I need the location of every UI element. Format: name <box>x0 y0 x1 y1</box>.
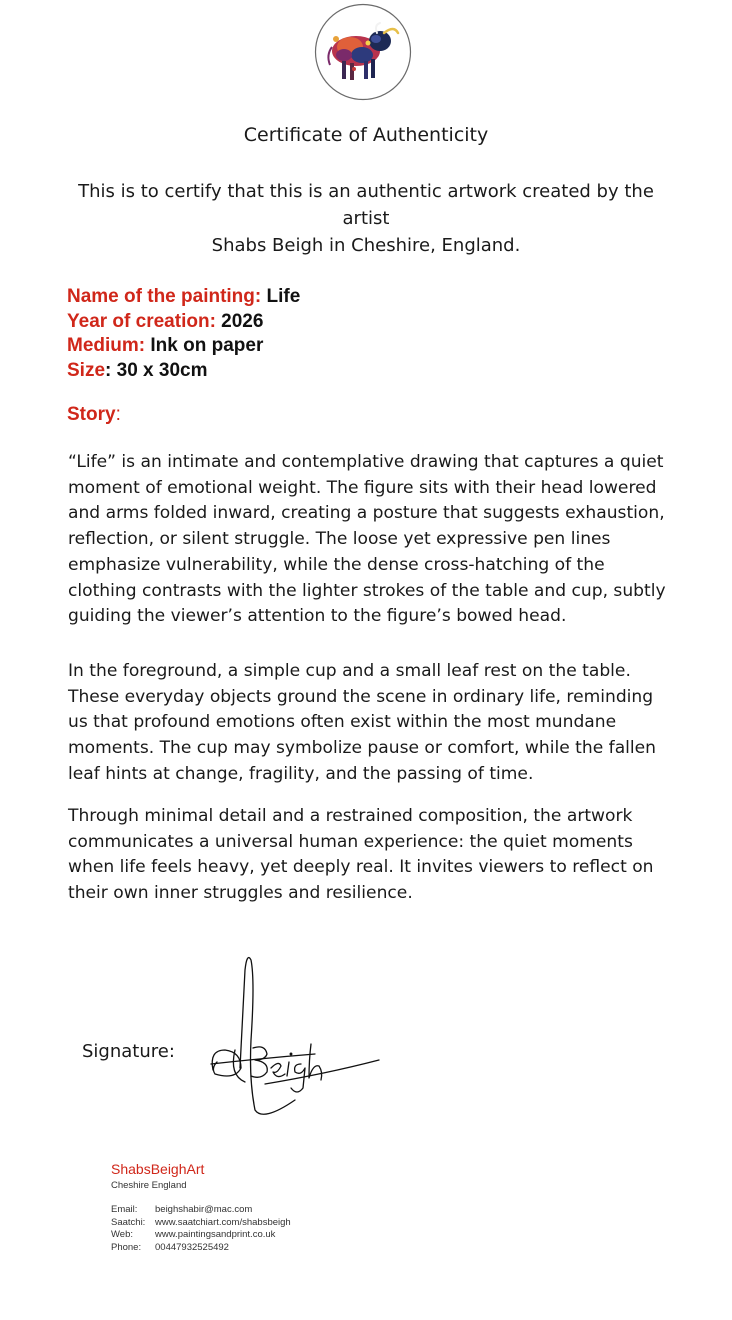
painting-name-value: Life <box>266 286 301 307</box>
year-row <box>67 310 667 335</box>
contact-web-link[interactable]: www.paintingsandprint.co.uk <box>155 1229 276 1241</box>
size-label: Size <box>67 359 106 381</box>
contact-phone[interactable]: 00447932525492 <box>155 1241 229 1253</box>
bull-logo-icon <box>314 3 412 101</box>
story-colon: : <box>115 404 121 425</box>
certification-line: This is to certify that this is an authentic artwork created by the artist <box>78 181 654 229</box>
footer-brand: ShabsBeighArt <box>111 1161 205 1177</box>
footer-contacts <box>111 1204 411 1254</box>
footer-location: Cheshire England <box>111 1180 187 1191</box>
contact-label: Email: <box>111 1204 138 1215</box>
signature-icon <box>205 950 390 1130</box>
artwork-details <box>67 285 667 383</box>
separator: : <box>254 286 267 307</box>
medium-row <box>67 334 667 359</box>
painting-name-row <box>67 285 667 310</box>
contact-label: Web: <box>111 1229 134 1241</box>
contact-saatchi-link[interactable]: www.saatchiart.com/shabsbeigh <box>155 1216 291 1228</box>
year-label: Year of creation <box>67 310 210 332</box>
medium-label: Medium: <box>67 335 146 356</box>
signature-label: Signature: <box>82 1041 175 1062</box>
story-paragraph: “Life” is an intimate and contemplative drawing that captures a quiet moment of emotional weight. The figure sits with their head lowered and arms folded inward, creating a posture that suggests exhaustion, reflection, or silent struggle. The loose yet expressive pen lines emphasize vulnerability, while the dense cross-hatching of the clothing contrasts with the lighter strokes of the table and cup, subtly guiding the viewer’s attention to the figure’s bowed head. <box>68 452 666 627</box>
certification-statement <box>60 178 672 259</box>
contact-email[interactable]: beighshabir@mac.com <box>155 1204 253 1215</box>
footer <box>111 1159 411 1254</box>
contact-label: Saatchi: <box>111 1216 146 1228</box>
contact-row <box>111 1217 411 1230</box>
painting-name-label: Name of the painting <box>67 286 255 307</box>
separator: : <box>105 359 117 381</box>
certification-line: Shabs Beigh in Cheshire, England. <box>211 235 521 256</box>
story-paragraph: Through minimal detail and a restrained composition, the artwork communicates a universal human experience: the quiet moments when life feels heavy, yet deeply real. It invites viewers to reflect on their own inner struggles and resilience. <box>68 806 654 904</box>
size-row <box>67 359 667 384</box>
certificate-title: Certificate of Authenticity <box>243 124 489 146</box>
story-paragraph: In the foreground, a simple cup and a small leaf rest on the table. These everyday objects ground the scene in ordinary life, reminding us that profound emotions often exist within the most mundane moments. The cup may symbolize pause or comfort, while the fallen leaf hints at change, fragility, and the passing of time. <box>68 661 657 784</box>
story-label: Story <box>67 404 116 425</box>
contact-row <box>111 1242 411 1255</box>
medium-value: Ink on paper <box>150 335 264 356</box>
story-heading <box>67 404 121 426</box>
separator: : <box>209 310 222 332</box>
contact-row <box>111 1204 411 1217</box>
contact-row <box>111 1229 411 1242</box>
contact-label: Phone: <box>111 1241 142 1253</box>
year-value: 2026 <box>221 310 264 332</box>
size-value: 30 x 30cm <box>116 359 208 381</box>
